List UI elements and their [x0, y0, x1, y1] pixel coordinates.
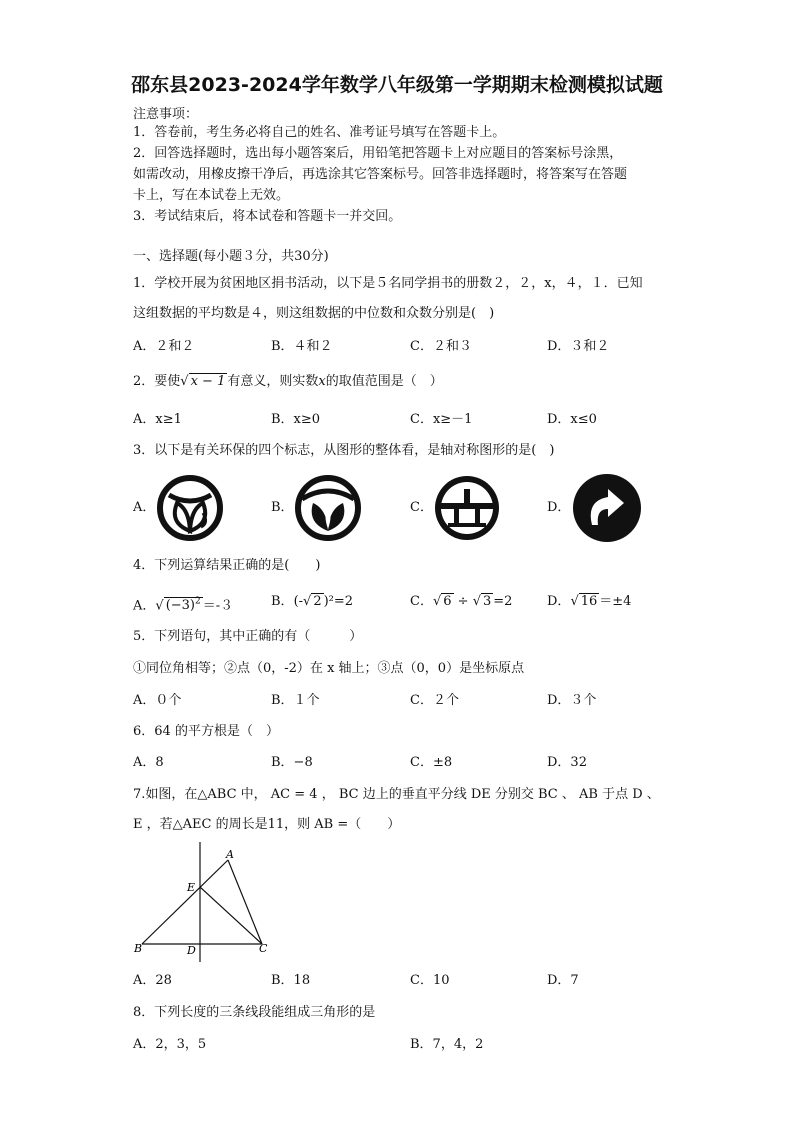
page-title: 邵东县2023-2024学年数学八年级第一学期期末检测模拟试题	[131, 74, 663, 96]
q5-line-2: ①同位角相等；②点（0，-2）在 x 轴上；③点（0，0）是坐标原点	[133, 661, 525, 676]
q8-stem: 8．下列长度的三条线段能组成三角形的是	[133, 1005, 376, 1020]
q1-option-a: A．２和２	[133, 339, 195, 354]
q6-option-a: A．8	[133, 755, 164, 770]
q4-a-radicand: (−3)	[165, 598, 195, 614]
q4-d-label: D．	[547, 594, 571, 609]
segment-ba	[142, 860, 228, 944]
q4-b-label: B．	[271, 594, 294, 609]
q4-d-radicand: 16	[580, 594, 598, 609]
q8-option-a: A．2，3，5	[133, 1037, 207, 1052]
notice-line-5: 3．考试结束后，将本试卷和答题卡一并交回。	[133, 209, 402, 224]
q7-option-d: D．7	[547, 973, 579, 988]
q2-stem-pre: 2．要使	[133, 374, 181, 389]
q4-d-radical: √ 16	[570, 594, 598, 609]
q2-stem-post: 有意义，则实数	[227, 374, 319, 389]
q7-figure	[128, 842, 288, 971]
q6-option-d: D．32	[547, 755, 587, 770]
q2-option-c: C．x≥－1	[410, 412, 473, 427]
q3-label-a: A．	[133, 500, 156, 515]
q8-option-b: B．7，4，2	[410, 1037, 484, 1052]
q3-label-d: D．	[547, 500, 571, 515]
q2-radical: √ x − 1	[180, 374, 226, 389]
q4-a-radical: √ $(-3)^2$	[155, 597, 201, 614]
notice-heading: 注意事项：	[133, 107, 199, 122]
notice-line-2: 2．回答选择题时，选出每小题答案后，用铅笔把答题卡上对应题目的答案标号涂黑，	[133, 146, 623, 161]
notice-line-3: 如需改动，用橡皮擦干净后，再选涂其它答案标号。回答非选择题时，将答案写在答题	[133, 167, 628, 182]
point-label-a: A	[226, 848, 234, 861]
q2-option-b: B．x≥0	[271, 412, 321, 427]
notice-line-4: 卡上，写在本试卷上无效。	[133, 188, 290, 203]
q4-a-radicand-wrap	[164, 597, 203, 613]
q4-c-radicand-2: 3	[483, 594, 492, 609]
q4-option-a	[133, 594, 233, 614]
eco-logo-c	[432, 473, 502, 543]
q4-b-radical: √ 2	[303, 594, 322, 609]
q3-label-b: B．	[271, 500, 294, 515]
q2-option-d: D．x≤0	[547, 412, 597, 427]
q5-option-b: B．１个	[271, 693, 320, 708]
q4-b-radicand: 2	[313, 594, 322, 609]
eco-logo-a	[155, 473, 225, 543]
q2-radicand: x − 1	[190, 374, 226, 389]
q1-option-d: D．３和２	[547, 339, 610, 354]
point-label-b: B	[134, 942, 143, 955]
q1-line-2: 这组数据的平均数是４，则这组数据的中位数和众数分别是( )	[133, 306, 495, 321]
point-label-c: C	[259, 942, 268, 955]
eco-logo-b	[293, 473, 363, 543]
q3-stem: 3．以下是有关环保的四个标志，从图形的整体看，是轴对称图形的是( )	[133, 443, 555, 458]
q4-d-rest: ＝±4	[599, 594, 632, 609]
q2-option-a: A．x≥1	[133, 412, 182, 427]
q5-stem: 5．下列语句，其中正确的有（ ）	[133, 629, 363, 644]
q4-c-rest: =2	[493, 594, 513, 609]
q4-a-exp: 2	[195, 597, 201, 607]
q1-line-1: 1．学校开展为贫困地区捐书活动，以下是５名同学捐书的册数２，２，x，４，１．已知	[133, 276, 643, 291]
q2-stem-var: x	[318, 374, 326, 389]
point-label-e: E	[187, 881, 196, 894]
notice-line-1: 1．答卷前，考生务必将自己的姓名、准考证号填写在答题卡上。	[133, 125, 506, 140]
q7-option-a: A．28	[133, 973, 172, 988]
q7-option-b: B．18	[271, 973, 311, 988]
q2-stem-post2: 的取值范围是（ ）	[325, 374, 443, 389]
section-heading: 一、选择题(每小题３分，共30分)	[133, 249, 329, 264]
q4-option-c	[410, 594, 512, 610]
q4-option-d	[547, 594, 631, 610]
q7-line-2: E ，若△AEC 的周长是11，则 AB =（ ）	[133, 817, 401, 832]
segment-ec	[200, 887, 262, 944]
q4-a-rest: ＝-３	[202, 598, 234, 614]
q7-line-1: 7.如图，在△ABC 中， AC = 4 ， BC 边上的垂直平分线 DE 分别交 BC 、 AB 于点 D 、	[133, 787, 660, 802]
q4-b-rest: )²=2	[323, 594, 354, 609]
point-label-d: D	[187, 944, 196, 957]
q4-c-divide: ÷	[453, 594, 473, 609]
q7-option-c: C．10	[410, 973, 450, 988]
q4-option-b	[271, 594, 353, 610]
q6-stem: 6．64 的平方根是（ ）	[133, 724, 279, 739]
q5-option-c: C．２个	[410, 693, 459, 708]
q2-stem	[133, 374, 443, 390]
q6-option-c: C．±8	[410, 755, 453, 770]
q4-c-radicand-1: 6	[443, 594, 452, 609]
q4-a-label: A．	[133, 598, 156, 614]
q4-c-radical-1: √ 6	[432, 594, 452, 609]
q6-option-b: B．−8	[271, 755, 313, 770]
q4-b-pre: (-	[293, 594, 304, 609]
q5-option-d: D．３个	[547, 693, 597, 708]
q4-stem: 4．下列运算结果正确的是( )	[133, 558, 321, 573]
q3-label-c: C．	[410, 500, 433, 515]
q1-option-c: C．２和３	[410, 339, 472, 354]
q1-option-b: B．４和２	[271, 339, 333, 354]
q4-c-label: C．	[410, 594, 433, 609]
eco-logo-d	[570, 471, 644, 545]
q5-option-a: A．０个	[133, 693, 182, 708]
q4-c-radical-2: √ 3	[472, 594, 492, 609]
segment-ac	[228, 860, 262, 944]
